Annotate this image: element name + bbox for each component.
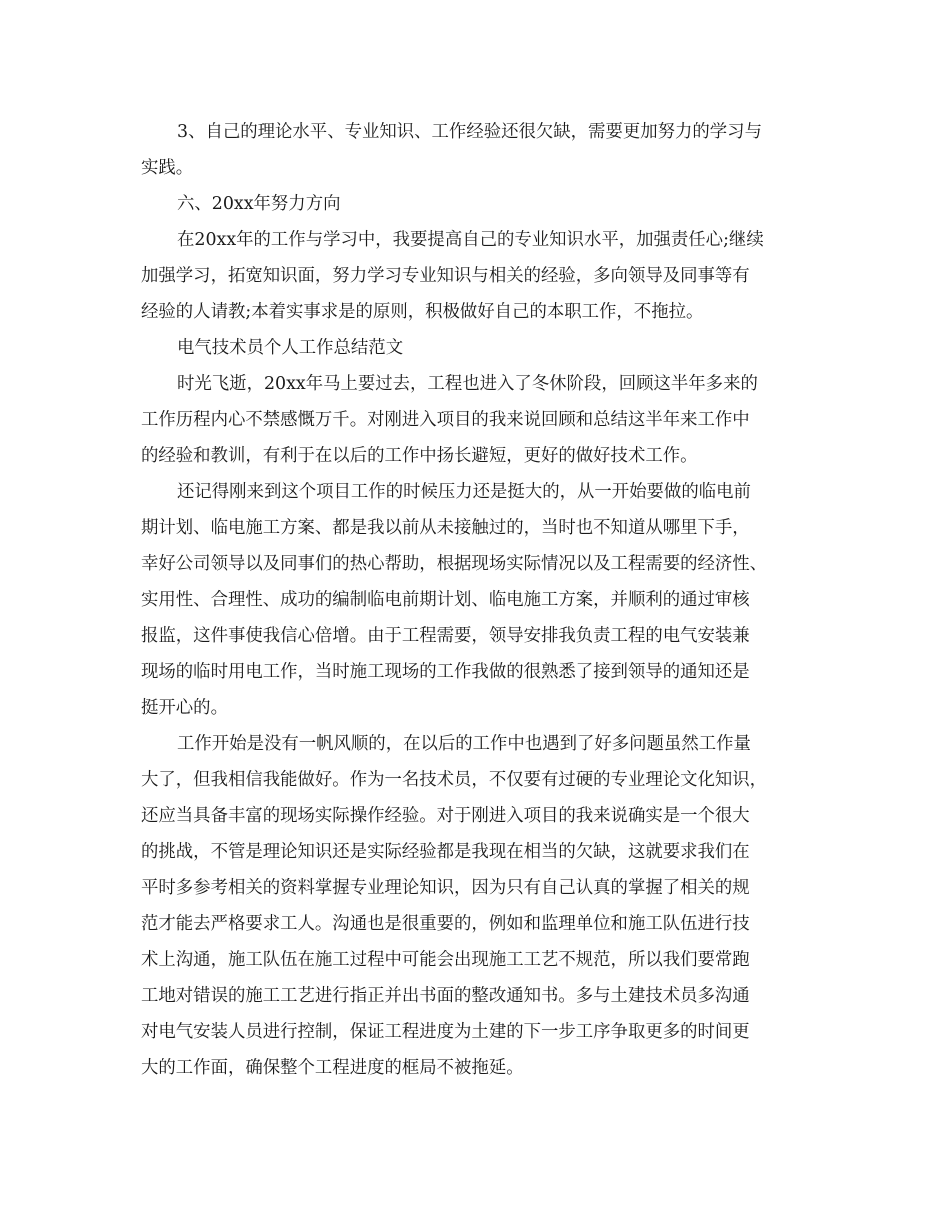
text-line: 对电气安装人员进行控制，保证工程进度为土建的下一步工序争取更多的时间更 [141, 1022, 750, 1042]
text-line: 大了，但我相信我能做好。作为一名技术员，不仅要有过硬的专业理论文化知识， [141, 770, 768, 790]
text-line: 报监，这件事使我信心倍增。由于工程需要，领导安排我负责工程的电气安装兼 [141, 626, 750, 646]
text-line: 电气技术员个人工作总结范文 [177, 338, 404, 358]
text-line: 实践。 [141, 158, 194, 178]
text-line: 六、20xx年努力方向 [177, 194, 341, 214]
text-line: 的经验和教训，有利于在以后的工作中扬长避短，更好的做好技术工作。 [141, 446, 698, 466]
text-line: 现场的临时用电工作，当时施工现场的工作我做的很熟悉了接到领导的通知还是 [141, 662, 750, 682]
text-line: 挺开心的。 [141, 698, 228, 718]
text-line: 期计划、临电施工方案、都是我以前从未接触过的，当时也不知道从哪里下手， [141, 518, 750, 538]
text-line: 在20xx年的工作与学习中，我要提高自己的专业知识水平，加强责任心;继续 [177, 230, 764, 250]
text-line: 幸好公司领导以及同事们的热心帮助，根据现场实际情况以及工程需要的经济性、 [141, 554, 768, 574]
text-line: 范才能去严格要求工人。沟通也是很重要的，例如和监理单位和施工队伍进行技 [141, 914, 750, 934]
text-line: 工地对错误的施工工艺进行指正并出书面的整改通知书。多与土建技术员多沟通 [141, 986, 750, 1006]
text-line: 实用性、合理性、成功的编制临电前期计划、临电施工方案，并顺利的通过审核 [141, 590, 750, 610]
text-line: 时光飞逝，20xx年马上要过去，工程也进入了冬休阶段，回顾这半年多来的 [177, 374, 758, 394]
text-line: 大的工作面，确保整个工程进度的框局不被拖延。 [141, 1058, 524, 1078]
text-line: 3、自己的理论水平、专业知识、工作经验还很欠缺，需要更加努力的学习与 [177, 122, 762, 142]
text-line: 经验的人请教;本着实事求是的原则，积极做好自己的本职工作，不拖拉。 [141, 302, 704, 322]
text-line: 平时多参考相关的资料掌握专业理论知识，因为只有自己认真的掌握了相关的规 [141, 878, 750, 898]
text-line: 工作历程内心不禁感慨万千。对刚进入项目的我来说回顾和总结这半年来工作中 [141, 410, 750, 430]
text-line: 工作开始是没有一帆风顺的，在以后的工作中也遇到了好多问题虽然工作量 [177, 734, 751, 754]
text-line: 还记得刚来到这个项目工作的时候压力还是挺大的，从一开始要做的临电前 [177, 482, 751, 502]
document-body [141, 114, 809, 1086]
text-line: 术上沟通，施工队伍在施工过程中可能会出现施工工艺不规范，所以我们要常跑 [141, 950, 750, 970]
text-line: 的挑战，不管是理论知识还是实际经验都是我现在相当的欠缺，这就要求我们在 [141, 842, 750, 862]
text-line: 还应当具备丰富的现场实际操作经验。对于刚进入项目的我来说确实是一个很大 [141, 806, 750, 826]
text-line: 加强学习，拓宽知识面，努力学习专业知识与相关的经验，多向领导及同事等有 [141, 266, 750, 286]
